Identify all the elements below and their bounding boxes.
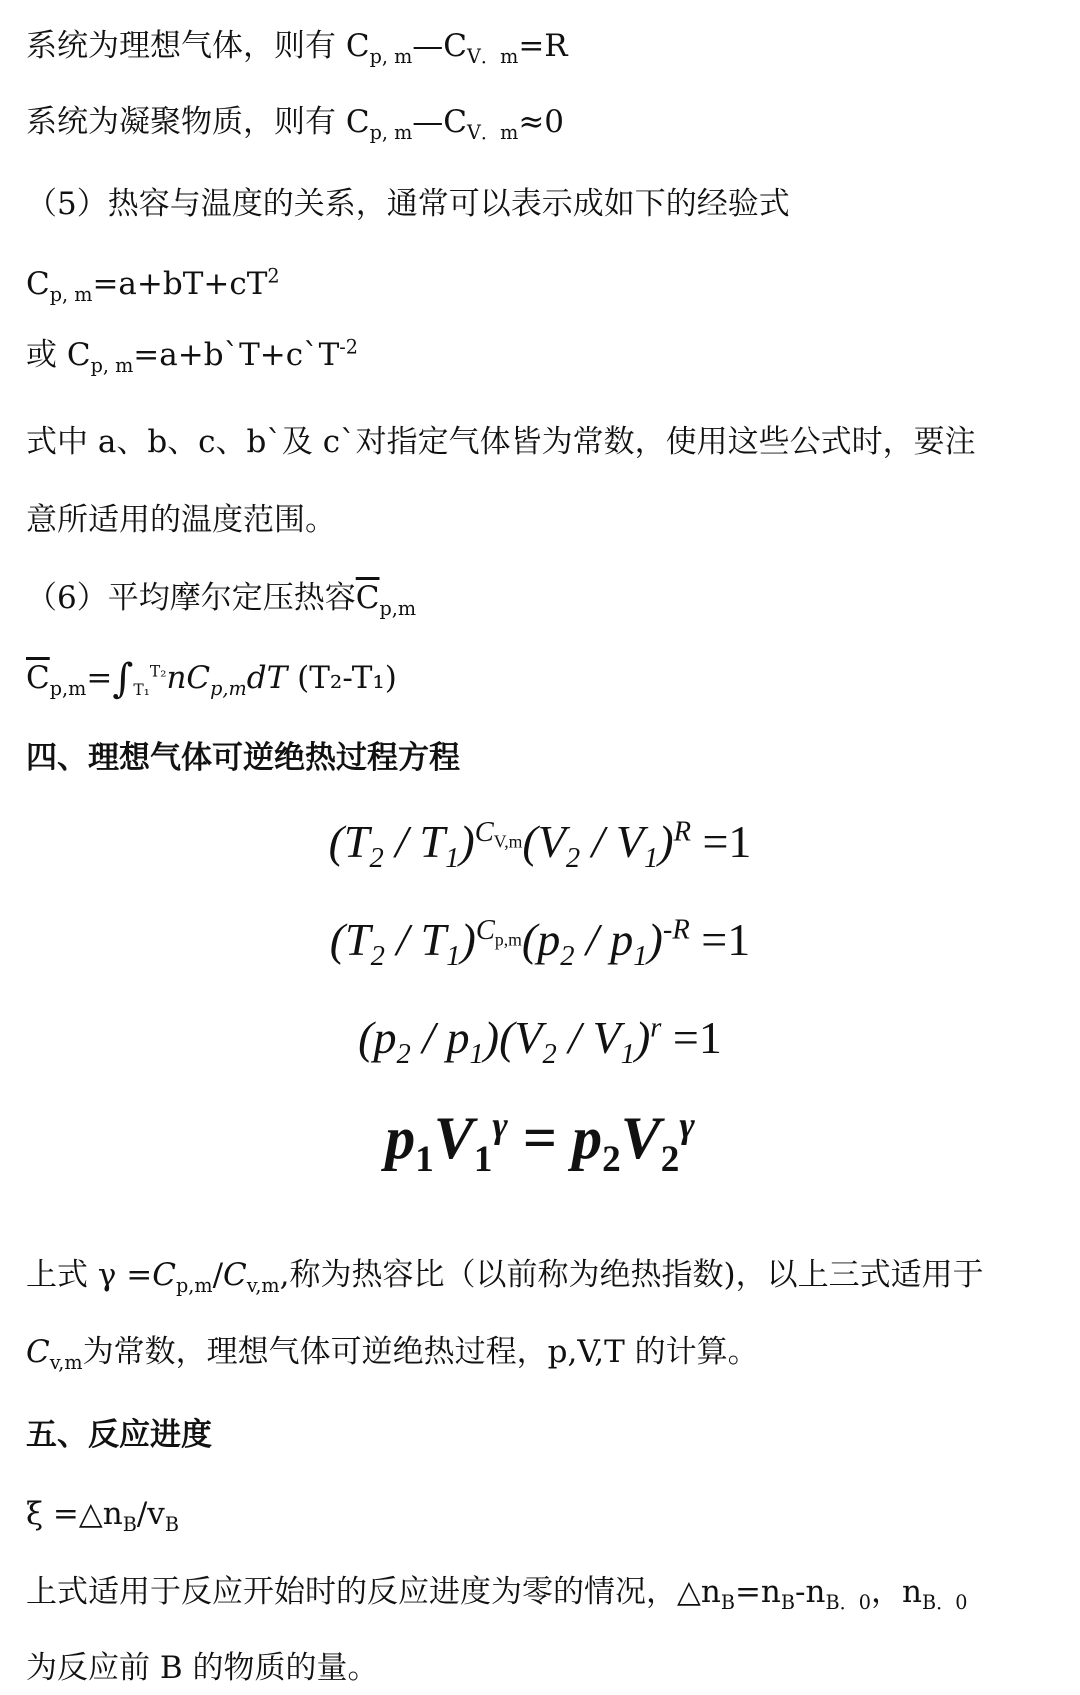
text: C [152,1257,176,1293]
text: (T [329,914,371,965]
text: / [212,1257,224,1293]
subscript: B．0 [825,1591,872,1615]
formula-mean-heat-integral [26,655,397,703]
text: C [26,266,50,302]
subscript: 2 [370,941,385,973]
text-line-heat-capacity-ratio [26,1255,984,1298]
text: / p [410,1012,470,1063]
text: （6）平均摩尔定压热容 [26,580,356,616]
text: nC [166,660,211,696]
subscript: 2 [660,1139,680,1180]
text-line-reaction-extent-condition [26,1572,968,1615]
text: =1 [690,816,752,867]
text: p [572,1105,603,1171]
subscript: V．m [467,45,519,69]
text: =1 [661,1012,722,1063]
text-line-mean-molar-heat [26,578,417,621]
subscript: 1 [643,843,659,875]
text: (T [328,816,370,867]
subscript: 1 [473,1139,493,1180]
subscript: 2 [542,1039,557,1071]
subscript: B．0 [921,1591,968,1615]
subscript: B [720,1591,735,1615]
text: / V [556,1012,621,1063]
subscript: B [164,1513,179,1537]
text: =1 [689,914,751,965]
text: 或 C [26,337,91,373]
text-line-condensed-matter [26,102,565,145]
text: )(V [483,1012,543,1063]
subscript: p,m [49,677,87,701]
text: (V [522,816,566,867]
text: ) [658,816,674,867]
subscript: p, m [369,45,413,69]
text: —C [412,104,468,140]
subscript: 2 [602,1139,621,1180]
superscript: C [475,914,495,946]
equation-2 [0,910,1080,973]
subscript: 1 [446,941,461,973]
subscript: v,m [49,1351,83,1375]
superscript: -R [662,914,690,946]
c-bar-symbol: $\overline{C}$ [355,580,380,616]
subscript: p,m [494,929,522,950]
integral-upper-limit: T₂ [149,662,167,681]
superscript: C [474,816,494,848]
text-line-pvt-calculation [26,1332,759,1375]
text: ) [460,914,476,965]
text: dT [246,660,288,696]
subscript: B [122,1513,137,1537]
text: / V [580,816,644,867]
text: (p [358,1012,397,1063]
text: p [385,1105,416,1171]
superscript: γ [492,1105,508,1146]
text: ) [647,914,663,965]
text: C [223,1257,247,1293]
superscript: r [650,1012,662,1044]
text: (T₂-T₁) [287,660,397,696]
equation-1 [0,812,1080,875]
formula-cpm-alt [26,335,358,378]
subscript: p, m [49,283,93,307]
text: ,称为热容比（以前称为绝热指数)，以上三式适用于 [279,1257,984,1293]
text: = [86,660,113,696]
integral-sign: ∫ [112,655,134,703]
equation-3 [0,1008,1080,1071]
text: 系统为理想气体，则有 C [26,28,370,64]
text-line-initial-amount: 为反应前 B 的物质的量。 [26,1650,379,1686]
text: ≈0 [518,104,565,140]
text: 为常数，理想气体可逆绝热过程，p,V,T 的计算。 [82,1334,759,1370]
subscript: p, m [90,354,134,378]
subscript: V．m [467,121,519,145]
subscript: p,m [379,597,417,621]
superscript: γ [679,1105,695,1146]
subscript: p,m [175,1274,213,1298]
subscript: 2 [369,843,384,875]
text-line-temperature-range: 意所适用的温度范围。 [26,502,336,538]
subscript: 2 [565,843,581,875]
text: C [26,1334,50,1370]
subscript: 1 [415,1139,434,1180]
text: =a+bT+cT [92,266,268,302]
section-heading-5: 五、反应进度 [26,1417,212,1453]
text: (p [521,914,561,965]
text: V [433,1105,474,1171]
text: = [507,1105,573,1171]
text-line-heat-capacity-temperature: （5）热容与温度的关系，通常可以表示成如下的经验式 [26,186,790,222]
subscript: V,m [493,831,523,852]
formula-cpm-poly [26,264,280,307]
superscript: 2 [267,264,280,288]
text: ) [459,816,475,867]
text: 上式 γ = [26,1257,153,1293]
subscript: p, m [369,121,413,145]
text: —C [412,28,468,64]
text: / T [384,914,447,965]
formula-reaction-extent [26,1494,179,1537]
text: ，n [871,1574,922,1610]
text: V [620,1105,661,1171]
text-line-ideal-gas [26,26,568,69]
subscript: p,m [210,677,247,701]
subscript: 1 [469,1039,484,1071]
superscript: R [673,816,691,848]
superscript: -2 [339,335,358,359]
subscript: 1 [445,843,460,875]
text: -n [795,1574,826,1610]
subscript: B [780,1591,796,1615]
subscript: 1 [620,1039,635,1071]
text: 上式适用于反应开始时的反应进度为零的情况，△n [26,1574,721,1610]
text: ) [634,1012,651,1063]
subscript: 2 [396,1039,411,1071]
subscript: 2 [560,941,575,973]
equation-4 [0,1100,1080,1180]
c-bar-symbol: $\overline{C}$ [26,660,50,696]
integral-lower-limit: T₁ [133,681,150,700]
subscript: 1 [633,941,648,973]
section-heading-4: 四、理想气体可逆绝热过程方程 [26,740,460,776]
text: =n [734,1574,781,1610]
text: =R [518,28,568,64]
subscript: v,m [246,1274,280,1298]
text: /v [136,1496,165,1532]
text-line-constants: 式中 a、b、c、b`及 c`对指定气体皆为常数，使用这些公式时，要注 [26,424,976,460]
text: ξ =△n [26,1496,123,1532]
text: / p [574,914,634,965]
text: =a+b`T+c`T [133,337,340,373]
text: 系统为凝聚物质，则有 C [26,104,370,140]
text: / T [383,816,446,867]
